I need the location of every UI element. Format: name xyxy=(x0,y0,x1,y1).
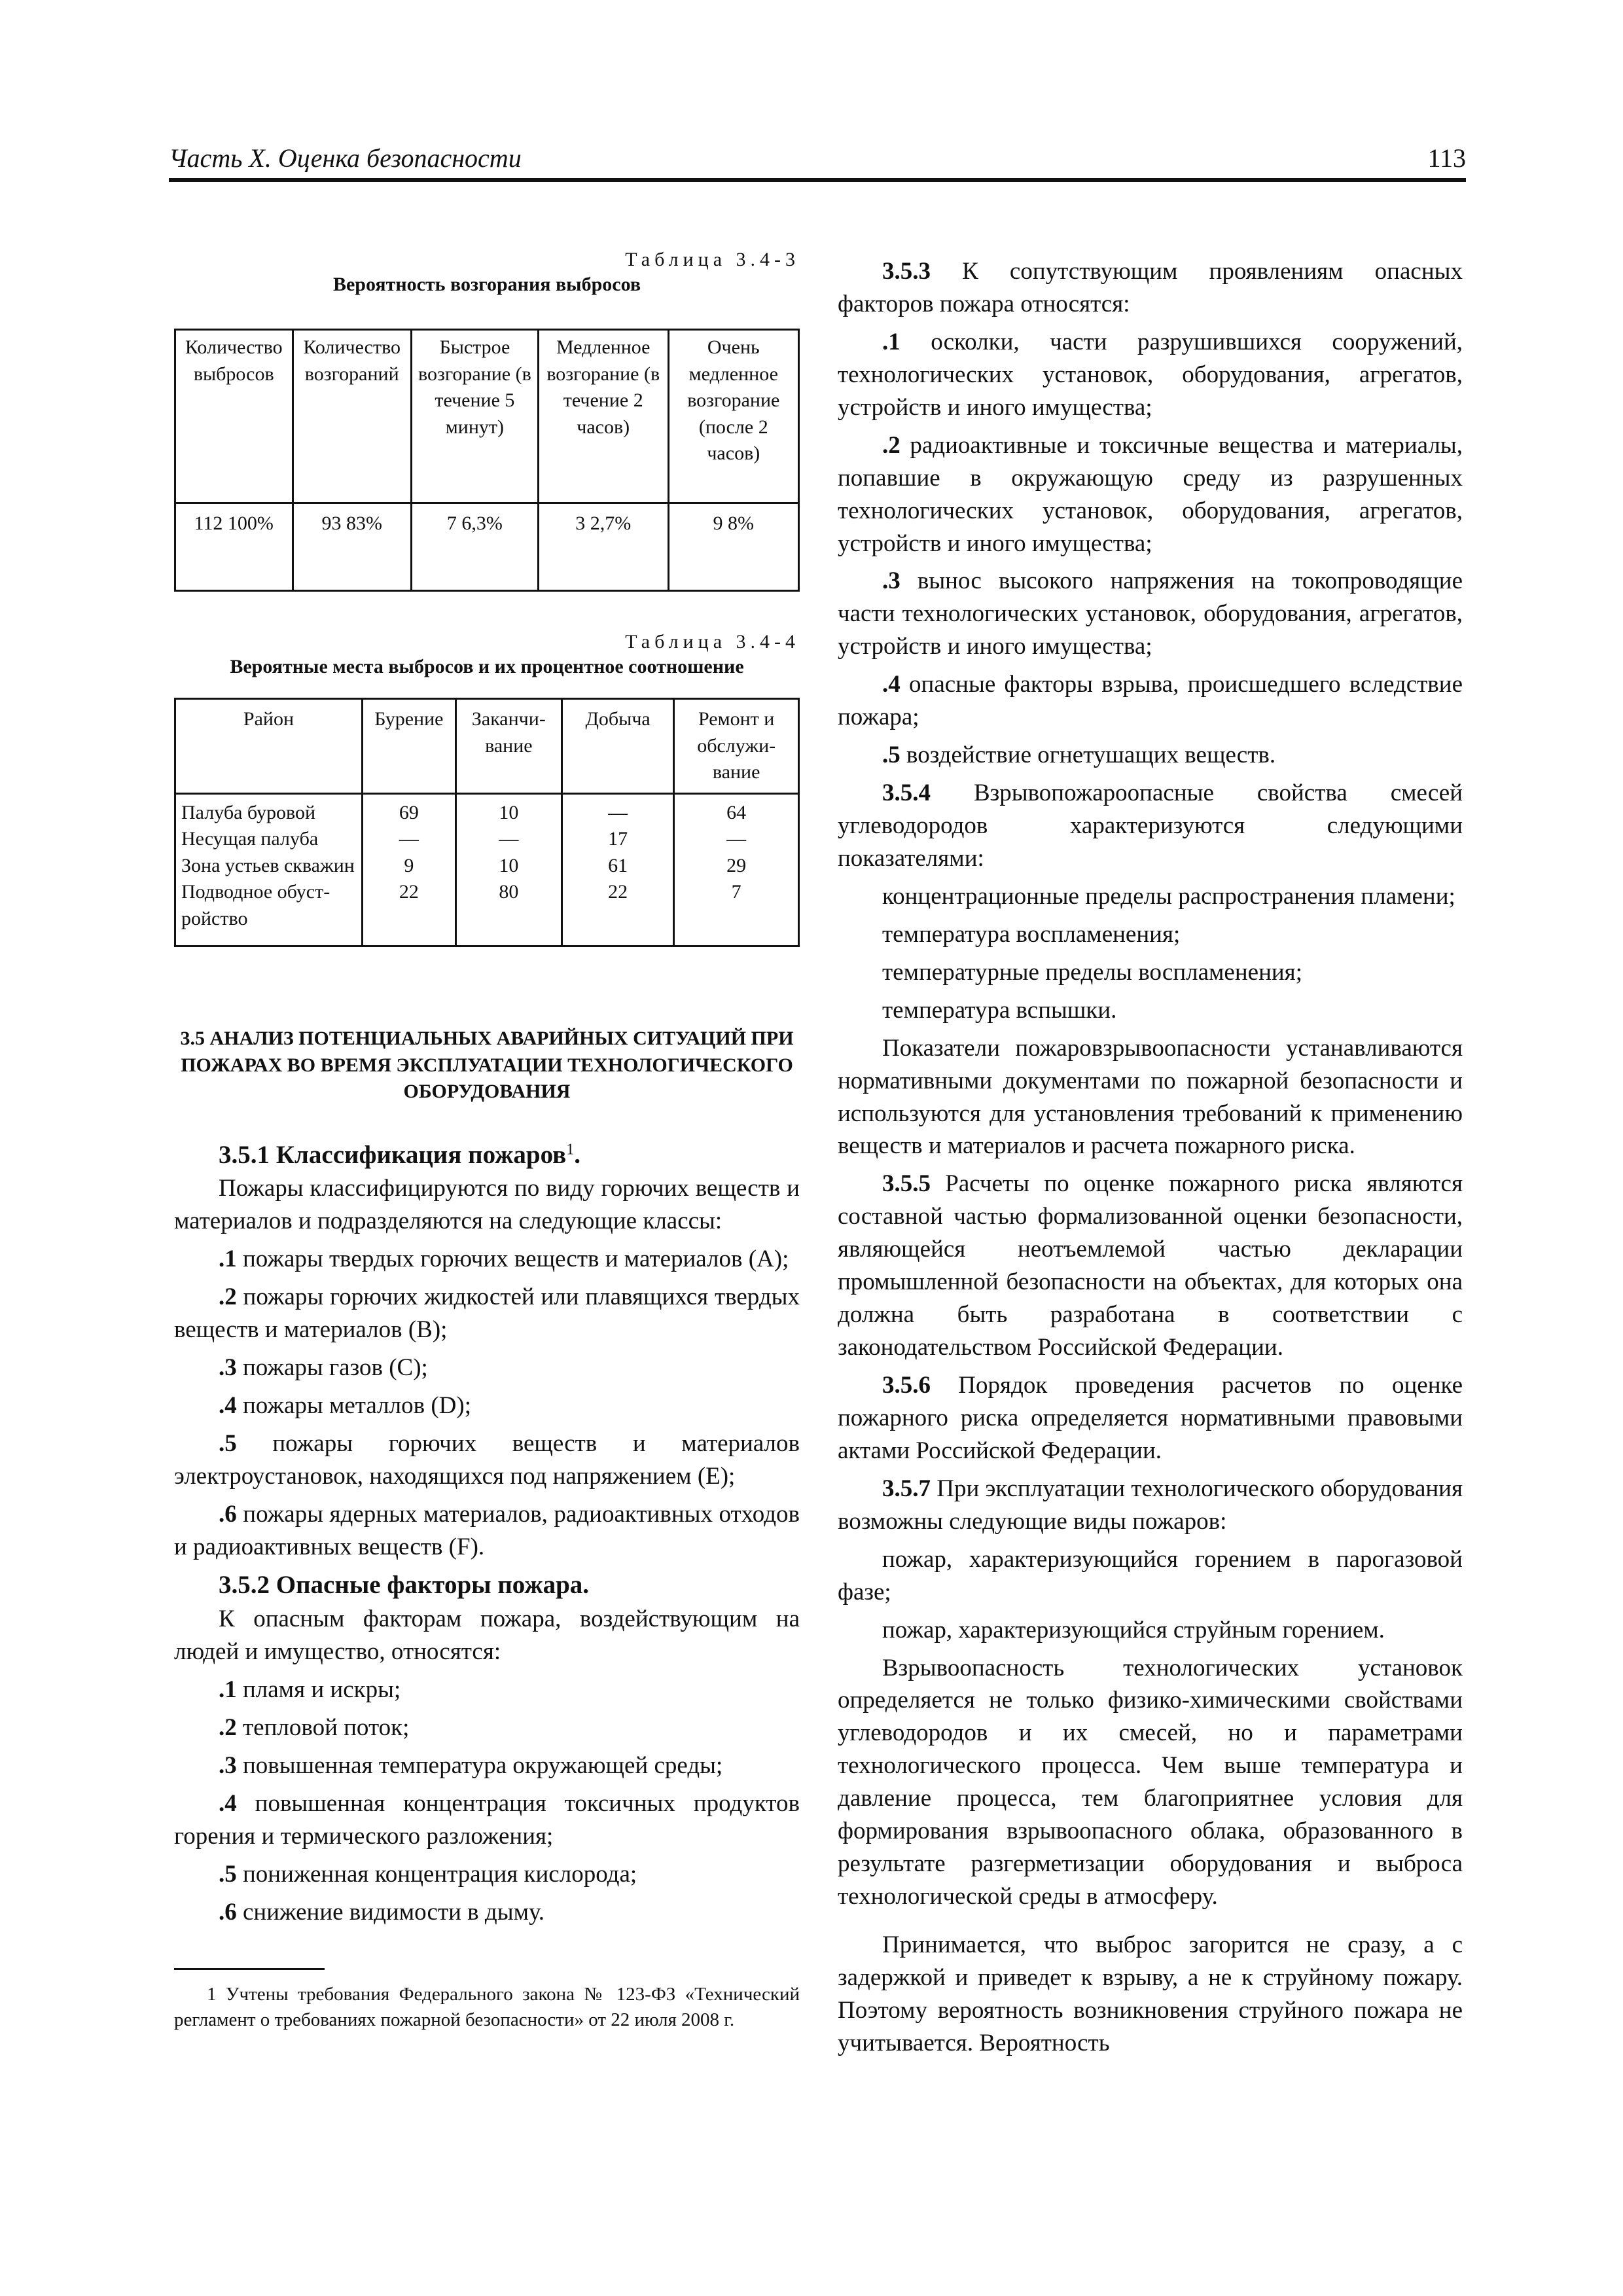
table-header-cell: Медленное возгорание (в течение 2 часов) xyxy=(538,330,668,503)
paragraph-text: Расчеты по оценке пожарного риска являются составной частью формализованной оценки безопасности, являющейся неотъемлемой частью декларации промышленной безопасности на объектах, для которых она должна быть разработана в соответствии с законодательством Российской Федерации. xyxy=(838,1170,1463,1361)
list-item xyxy=(174,1858,800,1891)
list-item xyxy=(174,1390,800,1422)
table-row xyxy=(175,826,799,853)
item-number: .1 xyxy=(219,1246,237,1273)
table-cell: 80 xyxy=(455,879,562,946)
table-cell: 64 xyxy=(674,793,799,826)
item-number: .2 xyxy=(219,1713,237,1741)
table-header-cell: Очень медленное возгорание (после 2 часов) xyxy=(668,330,798,503)
subsection-title xyxy=(174,1568,800,1603)
item-number: .2 xyxy=(219,1283,237,1310)
paragraph xyxy=(838,255,1463,321)
table-cell: 10 xyxy=(455,853,562,880)
page-header xyxy=(169,136,1466,182)
list-item xyxy=(174,1674,800,1706)
right-column xyxy=(838,255,1463,2060)
release-locations-table xyxy=(174,698,800,947)
table-header-row xyxy=(175,699,799,794)
table-cell: — xyxy=(562,793,674,826)
list-item xyxy=(174,1427,800,1493)
header-rule xyxy=(169,178,1466,182)
page-number: 113 xyxy=(1427,143,1466,173)
item-text: пожары газов (С); xyxy=(236,1354,428,1381)
table-cell: — xyxy=(362,826,455,853)
subsection-number: 3.5.7 xyxy=(882,1475,931,1502)
table-cell: — xyxy=(455,826,562,853)
item-text: вынос высокого напряжения на токопроводящие части технологических установок, оборудования, агрегатов, устройств и иного имущества; xyxy=(838,567,1463,660)
list-item xyxy=(838,565,1463,663)
list-item xyxy=(838,326,1463,424)
list-item: пожар, характеризующийся горением в парогазовой фазе; xyxy=(838,1545,1463,1605)
item-text: повышенная температура окружающей среды; xyxy=(236,1751,723,1779)
paragraph xyxy=(838,1473,1463,1538)
subsection-title-text: 3.5.1 Классификация пожаров xyxy=(219,1140,567,1169)
subsection-title: 3.5.1 Классификация пожаров$^1$. xyxy=(219,1140,580,1169)
footnote: 1 Учтены требования Федерального закона № 123-ФЗ «Технический регламент о требованиях пожарной безопасности» от 22 июля 2008 г. xyxy=(174,1983,800,2030)
table-cell: — xyxy=(674,826,799,853)
item-number: .3 xyxy=(219,1751,237,1779)
item-number: .6 xyxy=(219,1898,237,1926)
list-item xyxy=(174,1243,800,1276)
item-text: пожары металлов (D); xyxy=(236,1391,471,1419)
table2-label: Таблица 3.4-4 xyxy=(625,631,800,653)
table-cell: 10 xyxy=(455,793,562,826)
item-number: .5 xyxy=(219,1429,237,1457)
table-cell: Несущая палуба xyxy=(175,826,363,853)
item-text: пониженная концентрация кислорода; xyxy=(236,1860,637,1888)
table-cell: Зона устьев скважин xyxy=(175,853,363,880)
footnote-rule xyxy=(174,1968,325,1970)
table-cell: 9 xyxy=(362,853,455,880)
table-header-cell: Добыча xyxy=(562,699,674,794)
item-text: осколки, части разрушившихся сооружений, технологических установок, оборудования, агрегатов, устройств и иного имущества; xyxy=(838,328,1463,421)
table-cell: 7 xyxy=(674,879,799,946)
item-number: .3 xyxy=(882,567,901,595)
table-header-row xyxy=(175,330,799,503)
table-header-cell: Район xyxy=(175,699,363,794)
list-item: пожар, характеризующийся струйным горением. xyxy=(882,1616,1385,1643)
paragraph xyxy=(838,1369,1463,1467)
table2-title: Вероятные места выбросов и их процентное соотношение xyxy=(230,656,744,677)
list-item xyxy=(174,1712,800,1744)
table-cell: 9 8% xyxy=(668,503,798,591)
paragraph xyxy=(838,1168,1463,1364)
list-item: температура вспышки. xyxy=(882,996,1117,1024)
table-header-cell: Бурение xyxy=(362,699,455,794)
section-heading: 3.5 АНАЛИЗ ПОТЕНЦИАЛЬНЫХ АВАРИЙНЫХ СИТУАЦИЙ ПРИ ПОЖАРАХ ВО ВРЕМЯ ЭКСПЛУАТАЦИИ ТЕХНОЛОГИЧЕСКОГО ОБОРУДОВАНИЯ xyxy=(180,1028,794,1102)
subsection-number: 3.5.4 xyxy=(882,780,931,807)
list-item: температура воспламенения; xyxy=(882,920,1181,948)
subsection-number: 3.5.6 xyxy=(882,1372,931,1399)
subsection-title-text: 3.5.2 Опасные факторы пожара. xyxy=(219,1571,590,1600)
item-number: .4 xyxy=(882,671,901,698)
item-text: повышенная концентрация токсичных продуктов горения и термического разложения; xyxy=(174,1789,800,1850)
item-text: тепловой поток; xyxy=(236,1713,410,1741)
table-cell: 22 xyxy=(562,879,674,946)
item-text: опасные факторы взрыва, происшедшего вследствие пожара; xyxy=(838,671,1463,731)
item-text: воздействие огнетушащих веществ. xyxy=(900,742,1276,769)
table-header-cell: Быстрое возгорание (в течение 5 минут) xyxy=(411,330,538,503)
item-number: .6 xyxy=(219,1500,237,1528)
item-number: .2 xyxy=(882,431,901,459)
paragraph: К опасным факторам пожара, воздействующим на людей и имущество, относятся: xyxy=(174,1605,800,1666)
list-item xyxy=(174,1281,800,1346)
paragraph-text: При эксплуатации технологического оборудования возможны следующие виды пожаров: xyxy=(838,1475,1463,1535)
paragraph-text: Взрывопожароопасные свойства смесей углеводородов характеризуются следующими показателями: xyxy=(838,780,1463,872)
footnote-ref: 1 xyxy=(566,1141,575,1158)
table-row xyxy=(175,793,799,826)
list-item: концентрационные пределы распространения пламени; xyxy=(882,882,1455,910)
paragraph-text: Порядок проведения расчетов по оценке пожарного риска определяется нормативными правовыми актами Российской Федерации. xyxy=(838,1372,1463,1464)
item-text: пожары ядерных материалов, радиоактивных отходов и радиоактивных веществ (F). xyxy=(174,1500,800,1560)
item-number: .4 xyxy=(219,1789,237,1817)
list-item: температурные пределы воспламенения; xyxy=(882,958,1302,986)
table-cell: 61 xyxy=(562,853,674,880)
table-header-cell: Количество возгораний xyxy=(293,330,411,503)
list-item xyxy=(174,1787,800,1853)
table1-title: Вероятность возгорания выбросов xyxy=(332,274,641,295)
item-text: пожары горючих жидкостей или плавящихся твердых веществ и материалов (В); xyxy=(174,1283,800,1343)
paragraph xyxy=(838,777,1463,875)
list-item xyxy=(838,429,1463,560)
table-row xyxy=(175,853,799,880)
item-text: радиоактивные и токсичные вещества и материалы, попавшие в окружающую среду из разрушенных технологических установок, оборудования, агрегатов, устройств и иного имущества; xyxy=(838,431,1463,557)
table-cell: 17 xyxy=(562,826,674,853)
list-item xyxy=(174,1498,800,1564)
item-number: .1 xyxy=(219,1676,237,1703)
list-item xyxy=(174,1749,800,1782)
paragraph: Принимается, что выброс загорится не сразу, а с задержкой и приведет к взрыву, а не к струйному пожару. Поэтому вероятность возникновения струйного пожара не учитывается. Вероятность xyxy=(838,1931,1463,2056)
list-item xyxy=(838,668,1463,734)
paragraph-text: К сопутствующим проявлениям опасных факторов пожара относятся: xyxy=(838,258,1463,317)
item-text: пожары горючих веществ и материалов электроустановок, находящихся под напряжением (Е); xyxy=(174,1429,800,1490)
table-cell: 93 83% xyxy=(293,503,411,591)
item-number: .4 xyxy=(219,1391,237,1419)
table-header-cell: Ремонт и обслужи-вание xyxy=(674,699,799,794)
subsection-number: 3.5.5 xyxy=(882,1170,931,1198)
item-number: .5 xyxy=(882,742,901,769)
ignition-probability-table xyxy=(174,329,800,592)
table-cell: 7 6,3% xyxy=(411,503,538,591)
table-row xyxy=(175,879,799,946)
table-cell: 22 xyxy=(362,879,455,946)
table-cell: 69 xyxy=(362,793,455,826)
item-number: .3 xyxy=(219,1354,237,1381)
table-cell: Палуба буровой xyxy=(175,793,363,826)
table-cell: Подводное обуст-ройство xyxy=(175,879,363,946)
list-item xyxy=(174,1352,800,1384)
paragraph: Взрывоопасность технологических установок определяется не только физико-химическими свойствами углеводородов и их смесей, но и параметрами технологического процесса. Чем выше температура и давление процесса, тем благоприятнее условия для формирования взрывоопасного облака, образованного в результате разгерметизации оборудования и выброса технологической среды в атмосферу. xyxy=(838,1654,1463,1910)
list-item xyxy=(838,739,1463,772)
header-title: Часть X. Оценка безопасности xyxy=(169,143,522,173)
paragraph: Пожары классифицируются по виду горючих веществ и материалов и подразделяются на следующие классы: xyxy=(174,1175,800,1235)
list-item xyxy=(174,1896,800,1929)
table-cell: 29 xyxy=(674,853,799,880)
table-cell: 112 100% xyxy=(175,503,293,591)
subsection-number: 3.5.3 xyxy=(882,258,931,285)
left-column xyxy=(174,249,800,2033)
table-header-cell: Количество выбросов xyxy=(175,330,293,503)
item-text: снижение видимости в дыму. xyxy=(236,1898,545,1926)
table-cell: 3 2,7% xyxy=(538,503,668,591)
table-row xyxy=(175,503,799,591)
table-header-cell: Заканчи-вание xyxy=(455,699,562,794)
item-text: пожары твердых горючих веществ и материалов (А); xyxy=(236,1246,789,1273)
item-number: .5 xyxy=(219,1860,237,1888)
item-text: пламя и искры; xyxy=(236,1676,401,1703)
paragraph: Показатели пожаровзрывоопасности устанавливаются нормативными документами по пожарной безопасности и используются для установления требований к применению веществ и материалов и расчета пожарного риска. xyxy=(838,1034,1463,1160)
item-number: .1 xyxy=(882,328,901,355)
table1-label: Таблица 3.4-3 xyxy=(625,249,800,270)
